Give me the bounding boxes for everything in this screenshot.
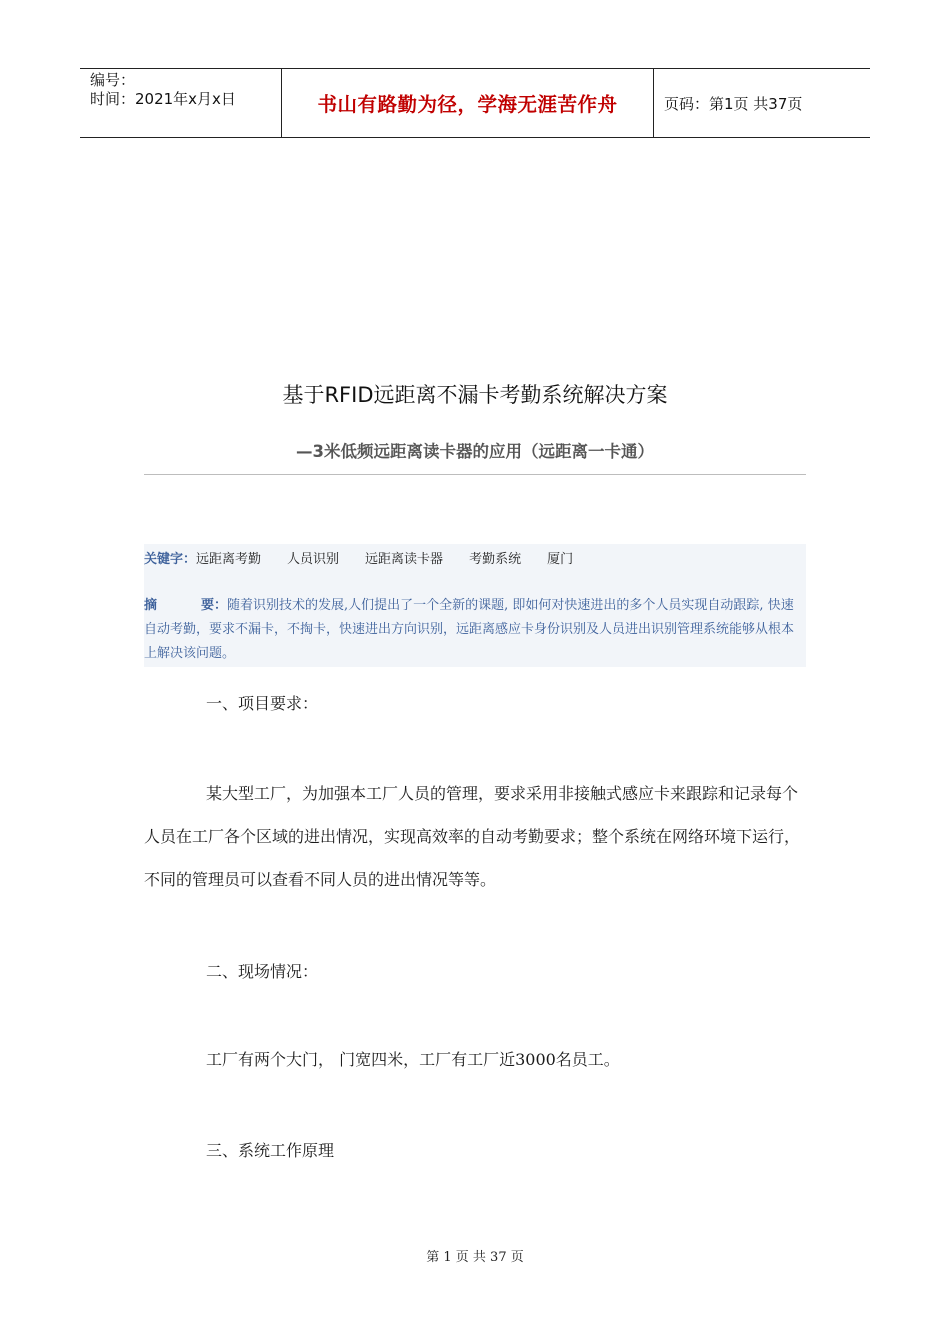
keyword-item: 考勤系统 bbox=[469, 552, 522, 567]
section-paragraph-site: 工厂有两个大门， 门宽四米，工厂有工厂近3000名员工。 bbox=[206, 1050, 620, 1069]
section-heading-requirements: 一、项目要求： bbox=[206, 694, 319, 713]
keywords-label: 关键字： bbox=[144, 552, 197, 567]
keyword-item: 远距离读卡器 bbox=[365, 552, 444, 567]
page-footer: 第 1 页 共 37 页 bbox=[426, 1250, 524, 1265]
document-title: 基于RFID远距离不漏卡考勤系统解决方案 bbox=[282, 383, 668, 407]
abstract-text: 随着识别技术的发展,人们提出了一个全新的课题, 即如何对快速进出的多个人员实现自动跟踪, 快速自动考勤，要求不漏卡，不掏卡，快速进出方向识别，远距离感应卡身份识别及人员进出识别管理系统能够从根本上解决该问题。 bbox=[144, 598, 795, 661]
header-info-cell bbox=[80, 69, 282, 137]
document-subtitle: —3米低频远距离读卡器的应用（远距离一卡通） bbox=[296, 442, 654, 461]
keyword-item: 人员识别 bbox=[287, 552, 340, 567]
document-number-label: 编号： bbox=[90, 71, 136, 89]
title-divider bbox=[144, 474, 806, 475]
keyword-item: 远距离考勤 bbox=[196, 552, 262, 567]
header-table bbox=[80, 68, 870, 138]
section-heading-site: 二、现场情况： bbox=[206, 962, 319, 981]
header-motto: 书山有路勤为径，学海无涯苦作舟 bbox=[317, 93, 618, 116]
keyword-item: 厦门 bbox=[547, 552, 574, 567]
header-page-info: 页码：第1页 共37页 bbox=[664, 94, 803, 113]
section-paragraph-requirements: 某大型工厂，为加强本工厂人员的管理，要求采用非接触式感应卡来跟踪和记录每个人员在工厂各个区域的进出情况，实现高效率的自动考勤要求；整个系统在网络环境下运行，不同的管理员可以查看不同人员的进出情况等等。 bbox=[144, 784, 801, 889]
header-page-cell bbox=[654, 69, 870, 137]
document-date: 时间：2021年x月x日 bbox=[90, 90, 236, 108]
keywords-line bbox=[144, 549, 599, 571]
abstract-label-second: 要： bbox=[201, 598, 228, 613]
abstract-block bbox=[144, 594, 806, 666]
keywords-abstract-box bbox=[144, 544, 806, 667]
section-heading-principle: 三、系统工作原理 bbox=[206, 1141, 335, 1160]
header-motto-cell bbox=[282, 69, 654, 137]
abstract-label-first: 摘 bbox=[144, 598, 158, 613]
